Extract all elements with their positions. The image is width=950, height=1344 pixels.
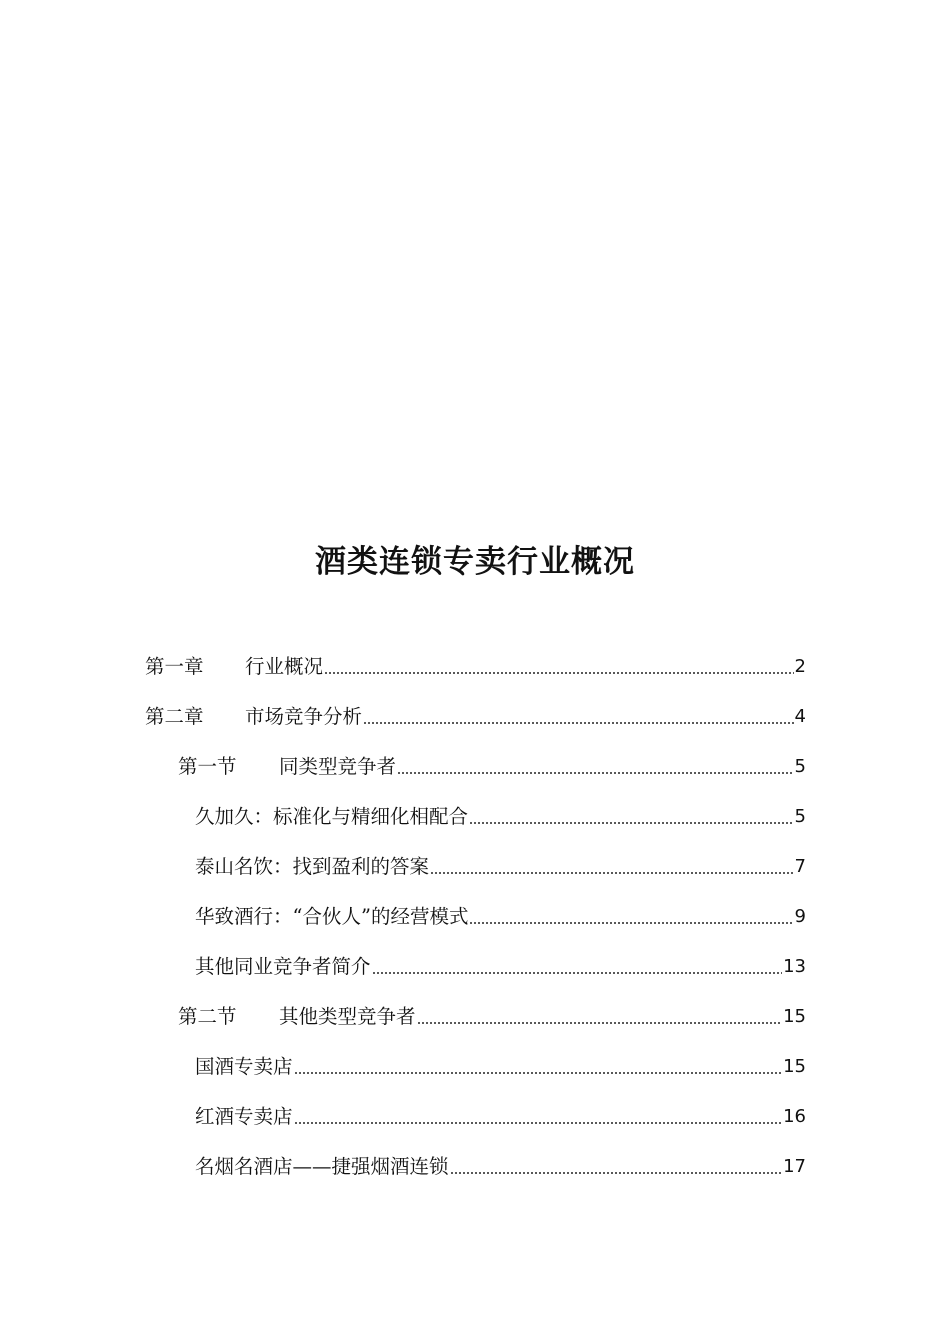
toc-dot-leader xyxy=(372,972,783,974)
toc-entry-title: 红酒专卖店 xyxy=(195,1105,293,1128)
toc-entry-number: 第一章 xyxy=(145,655,204,678)
toc-dot-leader xyxy=(469,822,794,824)
toc-entry-other-peers[interactable] xyxy=(195,941,806,981)
toc-entry-page: 15 xyxy=(783,1056,806,1077)
toc-dot-leader xyxy=(469,922,793,924)
document-title: 酒类连锁专卖行业概况 xyxy=(315,544,635,580)
toc-entry-section-2[interactable] xyxy=(178,991,806,1031)
toc-dot-leader xyxy=(363,722,794,724)
toc-entry-page: 4 xyxy=(794,706,806,727)
toc-entry-number: 第二节 xyxy=(178,1005,237,1028)
toc-dot-leader xyxy=(430,872,794,874)
toc-entry-taishan[interactable] xyxy=(195,841,806,881)
toc-entry-page: 7 xyxy=(794,856,806,877)
toc-entry-title: 其他类型竞争者 xyxy=(279,1005,416,1028)
toc-entry-page: 5 xyxy=(794,756,806,777)
toc-entry-page: 17 xyxy=(783,1156,806,1177)
toc-entry-guojiu[interactable] xyxy=(195,1041,806,1081)
toc-entry-page: 5 xyxy=(794,806,806,827)
toc-entry-title: 市场竞争分析 xyxy=(245,705,363,728)
toc-dot-leader xyxy=(294,1122,783,1124)
toc-entry-jieqiang[interactable] xyxy=(195,1141,806,1181)
toc-entry-title: 国酒专卖店 xyxy=(195,1055,293,1078)
toc-dot-leader xyxy=(294,1072,783,1074)
toc-entry-title: 泰山名饮：找到盈利的答案 xyxy=(195,855,430,878)
toc-dot-leader xyxy=(397,772,794,774)
toc-entry-page: 16 xyxy=(783,1106,806,1127)
toc-entry-title: 华致酒行：“合伙人”的经营模式 xyxy=(195,905,469,928)
toc-entry-title: 名烟名酒店——捷强烟酒连锁 xyxy=(195,1155,449,1178)
toc-entry-number: 第二章 xyxy=(145,705,204,728)
toc-dot-leader xyxy=(450,1172,783,1174)
toc-entry-page: 9 xyxy=(794,906,806,927)
toc-dot-leader xyxy=(417,1022,783,1024)
toc-entry-title: 行业概况 xyxy=(245,655,324,678)
toc-entry-page: 15 xyxy=(783,1006,806,1027)
toc-entry-title: 同类型竞争者 xyxy=(279,755,397,778)
toc-entry-hongjiu[interactable] xyxy=(195,1091,806,1131)
toc-entry-jiujiajiu[interactable] xyxy=(195,791,806,831)
toc-dot-leader xyxy=(324,672,794,674)
toc-entry-page: 2 xyxy=(794,656,806,677)
toc-entry-section-1[interactable] xyxy=(178,741,806,781)
toc-entry-huazhi[interactable] xyxy=(195,891,806,931)
toc-entry-number: 第一节 xyxy=(178,755,237,778)
toc-entry-page: 13 xyxy=(783,956,806,977)
toc-entry-chapter-1[interactable] xyxy=(145,641,806,681)
toc-entry-title: 久加久：标准化与精细化相配合 xyxy=(195,805,469,828)
toc-entry-chapter-2[interactable] xyxy=(145,691,806,731)
toc-entry-title: 其他同业竞争者简介 xyxy=(195,955,371,978)
